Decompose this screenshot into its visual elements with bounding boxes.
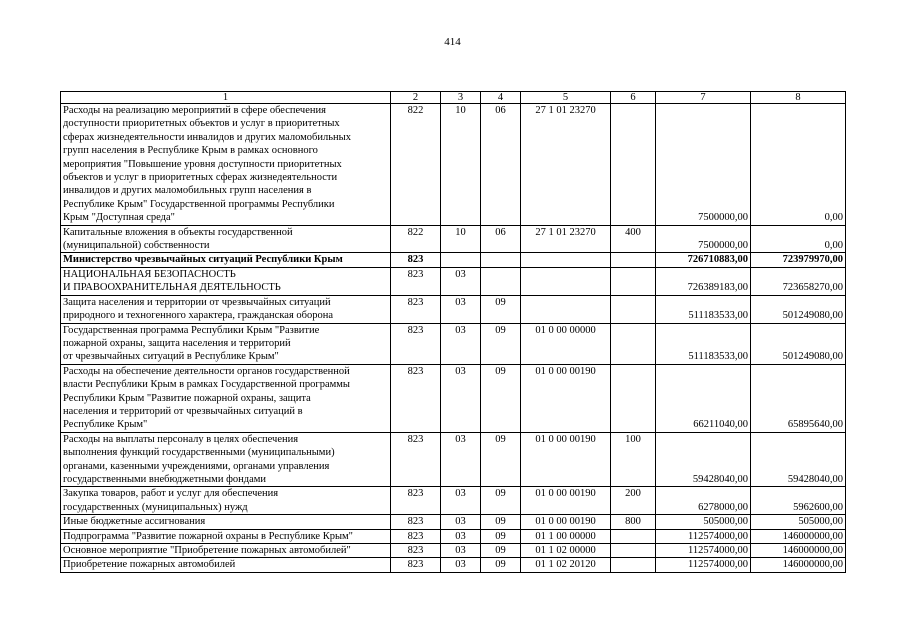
header-cell-1: 1	[61, 92, 391, 104]
budget-table	[60, 91, 846, 573]
row-amount-year2: 146000000,00	[751, 529, 846, 543]
row-code-target: 27 1 01 23270	[521, 104, 611, 226]
row-code-subsection: 06	[481, 225, 521, 253]
row-amount-year1: 6278000,00	[656, 487, 751, 515]
row-code-expense-type	[611, 529, 656, 543]
row-code-expense-type	[611, 295, 656, 323]
row-amount-year2: 723979970,00	[751, 253, 846, 267]
row-code-subsection	[481, 253, 521, 267]
row-code-expense-type	[611, 558, 656, 572]
row-amount-year2: 0,00	[751, 104, 846, 226]
row-code-section: 03	[441, 295, 481, 323]
header-cell-4: 4	[481, 92, 521, 104]
row-amount-year1: 7500000,00	[656, 104, 751, 226]
header-cell-8: 8	[751, 92, 846, 104]
header-cell-5: 5	[521, 92, 611, 104]
row-name: Расходы на реализацию мероприятий в сфере обеспечения доступности приоритетных объектов и услуг в приоритетных сферах жизнедеятельности инвалидов и других маломобильных групп населения в Республике Крым в рамках основного мероприятия "Повышение уровня доступности приоритетных объектов и услуг в приоритетных сферах жизнедеятельности инвалидов и других маломобильных групп населения в Республике Крым" Государственной программы Республики Крым "Доступная среда"	[61, 104, 391, 226]
row-name: Защита населения и территории от чрезвычайных ситуаций природного и техногенного характера, гражданская оборона	[61, 295, 391, 323]
row-code-subsection: 09	[481, 364, 521, 432]
row-code-target: 01 0 00 00000	[521, 323, 611, 364]
row-code-target: 01 1 02 00000	[521, 544, 611, 558]
row-amount-year1: 66211040,00	[656, 364, 751, 432]
table-row	[61, 364, 846, 432]
row-code-expense-type: 800	[611, 515, 656, 529]
row-code-section: 10	[441, 104, 481, 226]
row-code-expense-type	[611, 544, 656, 558]
row-code-target	[521, 295, 611, 323]
row-amount-year2: 723658270,00	[751, 267, 846, 295]
row-code-target: 01 0 00 00190	[521, 364, 611, 432]
row-code-target	[521, 267, 611, 295]
table-row	[61, 323, 846, 364]
table-row	[61, 544, 846, 558]
row-code-target	[521, 253, 611, 267]
row-amount-year1: 726389183,00	[656, 267, 751, 295]
row-amount-year1: 505000,00	[656, 515, 751, 529]
row-code-expense-type	[611, 364, 656, 432]
row-code-ministry: 822	[391, 225, 441, 253]
row-code-expense-type: 100	[611, 432, 656, 487]
row-code-section	[441, 253, 481, 267]
row-code-subsection: 09	[481, 295, 521, 323]
table-row	[61, 529, 846, 543]
row-code-expense-type: 200	[611, 487, 656, 515]
row-code-section: 03	[441, 323, 481, 364]
row-code-target: 27 1 01 23270	[521, 225, 611, 253]
row-code-ministry: 823	[391, 267, 441, 295]
row-name: Министерство чрезвычайных ситуаций Республики Крым	[61, 253, 391, 267]
table-row	[61, 432, 846, 487]
header-cell-6: 6	[611, 92, 656, 104]
row-code-target: 01 0 00 00190	[521, 515, 611, 529]
row-amount-year1: 112574000,00	[656, 558, 751, 572]
row-name: Расходы на выплаты персоналу в целях обеспечения выполнения функций государственными (муниципальными) органами, казенными учреждениями, органами управления государственными внебюджетными фондами	[61, 432, 391, 487]
row-code-section: 03	[441, 267, 481, 295]
row-amount-year1: 7500000,00	[656, 225, 751, 253]
row-code-ministry: 823	[391, 487, 441, 515]
row-code-ministry: 823	[391, 364, 441, 432]
row-amount-year2: 0,00	[751, 225, 846, 253]
row-code-ministry: 823	[391, 253, 441, 267]
table-row	[61, 295, 846, 323]
header-cell-3: 3	[441, 92, 481, 104]
header-cell-2: 2	[391, 92, 441, 104]
table-row	[61, 104, 846, 226]
row-code-ministry: 823	[391, 323, 441, 364]
page-number: 414	[444, 36, 461, 48]
table-row	[61, 558, 846, 572]
row-code-subsection: 09	[481, 432, 521, 487]
row-code-expense-type: 400	[611, 225, 656, 253]
row-code-expense-type	[611, 323, 656, 364]
row-name: Иные бюджетные ассигнования	[61, 515, 391, 529]
row-name: Закупка товаров, работ и услуг для обеспечения государственных (муниципальных) нужд	[61, 487, 391, 515]
row-code-section: 03	[441, 529, 481, 543]
row-name: Капитальные вложения в объекты государственной (муниципальной) собственности	[61, 225, 391, 253]
row-code-subsection: 06	[481, 104, 521, 226]
row-code-ministry: 823	[391, 558, 441, 572]
row-code-ministry: 823	[391, 432, 441, 487]
row-amount-year2: 505000,00	[751, 515, 846, 529]
row-name: Приобретение пожарных автомобилей	[61, 558, 391, 572]
row-code-section: 03	[441, 487, 481, 515]
row-code-section: 10	[441, 225, 481, 253]
row-code-section: 03	[441, 558, 481, 572]
row-amount-year2: 501249080,00	[751, 323, 846, 364]
header-cell-7: 7	[656, 92, 751, 104]
row-code-subsection	[481, 267, 521, 295]
row-amount-year1: 726710883,00	[656, 253, 751, 267]
row-code-expense-type	[611, 253, 656, 267]
row-amount-year1: 112574000,00	[656, 529, 751, 543]
row-amount-year1: 112574000,00	[656, 544, 751, 558]
row-name: Государственная программа Республики Крым "Развитие пожарной охраны, защита населения и территорий от чрезвычайных ситуаций в Республике Крым"	[61, 323, 391, 364]
header-row	[61, 92, 846, 104]
row-code-target: 01 1 00 00000	[521, 529, 611, 543]
row-amount-year1: 511183533,00	[656, 295, 751, 323]
row-code-section: 03	[441, 544, 481, 558]
row-name: Расходы на обеспечение деятельности органов государственной власти Республики Крым в рамках Государственной программы Республики Крым "Развитие пожарной охраны, защита населения и территорий от чрезвычайных ситуаций в Республике Крым"	[61, 364, 391, 432]
row-amount-year2: 501249080,00	[751, 295, 846, 323]
row-code-target: 01 0 00 00190	[521, 432, 611, 487]
row-code-subsection: 09	[481, 323, 521, 364]
row-code-ministry: 823	[391, 515, 441, 529]
table-row	[61, 515, 846, 529]
row-name: НАЦИОНАЛЬНАЯ БЕЗОПАСНОСТЬ И ПРАВООХРАНИТЕЛЬНАЯ ДЕЯТЕЛЬНОСТЬ	[61, 267, 391, 295]
table-row	[61, 225, 846, 253]
row-code-section: 03	[441, 515, 481, 529]
row-name: Подпрограмма "Развитие пожарной охраны в Республике Крым"	[61, 529, 391, 543]
row-code-ministry: 823	[391, 529, 441, 543]
row-code-section: 03	[441, 432, 481, 487]
row-code-subsection: 09	[481, 487, 521, 515]
row-code-subsection: 09	[481, 544, 521, 558]
row-code-expense-type	[611, 267, 656, 295]
row-code-ministry: 823	[391, 295, 441, 323]
row-name: Основное мероприятие "Приобретение пожарных автомобилей"	[61, 544, 391, 558]
row-amount-year2: 59428040,00	[751, 432, 846, 487]
row-code-ministry: 823	[391, 544, 441, 558]
row-code-subsection: 09	[481, 558, 521, 572]
row-amount-year2: 65895640,00	[751, 364, 846, 432]
table-row	[61, 487, 846, 515]
row-amount-year1: 511183533,00	[656, 323, 751, 364]
table-row	[61, 267, 846, 295]
row-code-target: 01 1 02 20120	[521, 558, 611, 572]
row-code-target: 01 0 00 00190	[521, 487, 611, 515]
row-amount-year1: 59428040,00	[656, 432, 751, 487]
row-code-subsection: 09	[481, 529, 521, 543]
row-code-ministry: 822	[391, 104, 441, 226]
table-row	[61, 253, 846, 267]
row-amount-year2: 5962600,00	[751, 487, 846, 515]
row-code-expense-type	[611, 104, 656, 226]
row-amount-year2: 146000000,00	[751, 544, 846, 558]
row-amount-year2: 146000000,00	[751, 558, 846, 572]
row-code-subsection: 09	[481, 515, 521, 529]
row-code-section: 03	[441, 364, 481, 432]
